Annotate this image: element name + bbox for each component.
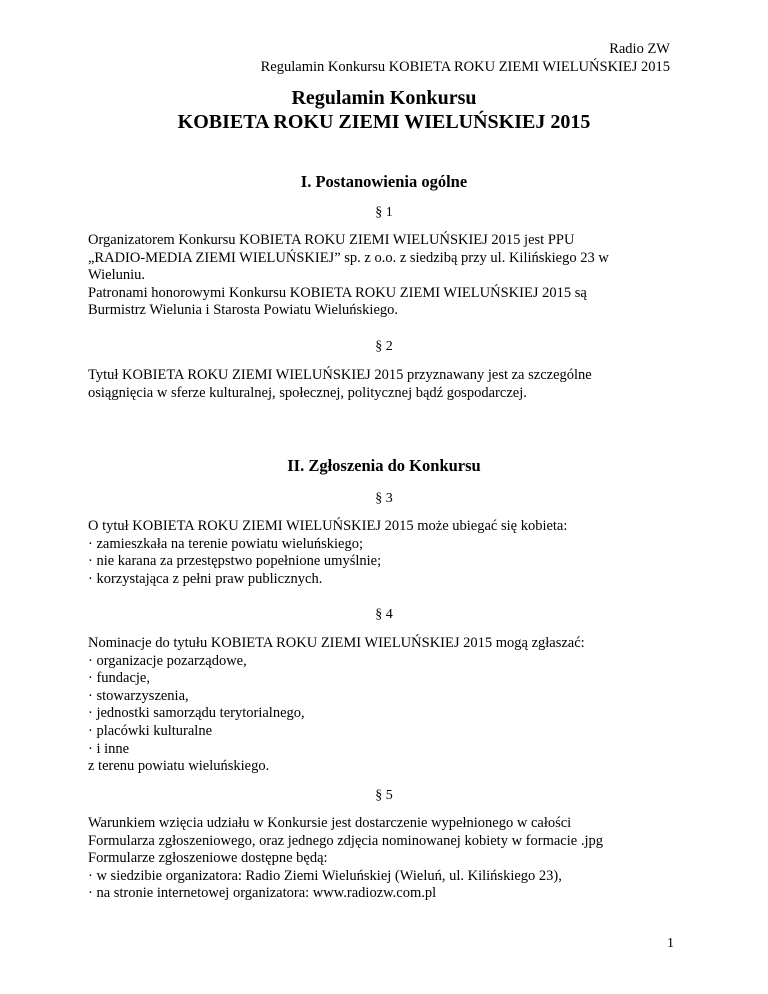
paragraph-1-text: [88, 232, 688, 320]
paragraph-line: Organizatorem Konkursu KOBIETA ROKU ZIEMI WIELUŃSKIEJ 2015 jest PPU: [88, 232, 575, 248]
paragraph-4-text: [88, 635, 688, 776]
running-header: [261, 40, 670, 76]
section-heading-general-provisions: I. Postanowienia ogólne: [300, 172, 468, 191]
paragraph-5-text: [88, 815, 688, 903]
title-line-1: Regulamin Konkursu: [291, 87, 477, 109]
list-item: · zamieszkała na terenie powiatu wieluńskiego;: [88, 535, 363, 552]
paragraph-line: „RADIO-MEDIA ZIEMI WIELUŃSKIEJ” sp. z o.o. z siedzibą przy ul. Kilińskiego 23 w: [88, 249, 609, 266]
paragraph-line: Nominacje do tytułu KOBIETA ROKU ZIEMI WIELUŃSKIEJ 2015 mogą zgłaszać:: [88, 635, 585, 651]
paragraph-symbol-4: § 4: [375, 607, 393, 622]
list-item: · placówki kulturalne: [88, 722, 213, 739]
paragraph-line: Wieluniu.: [88, 267, 146, 284]
paragraph-line: Tytuł KOBIETA ROKU ZIEMI WIELUŃSKIEJ 2015 przyznawany jest za szczególne: [88, 367, 592, 383]
list-item: · i inne: [88, 740, 130, 757]
list-item: · korzystająca z pełni praw publicznych.: [88, 570, 323, 587]
paragraph-line: Formularze zgłoszeniowe dostępne będą:: [88, 850, 328, 867]
paragraph-line: Patronami honorowymi Konkursu KOBIETA ROKU ZIEMI WIELUŃSKIEJ 2015 są: [88, 284, 587, 301]
list-item: · jednostki samorządu terytorialnego,: [88, 705, 305, 722]
title-line-2: KOBIETA ROKU ZIEMI WIELUŃSKIEJ 2015: [177, 111, 591, 133]
paragraph-line: osiągnięcia w sferze kulturalnej, społecznej, politycznej bądź gospodarczej.: [88, 384, 527, 401]
page-number: 1: [667, 936, 674, 951]
paragraph-line: Formularza zgłoszeniowego, oraz jednego zdjęcia nominowanej kobiety w formacie .jpg: [88, 832, 603, 849]
paragraph-line: z terenu powiatu wieluńskiego.: [88, 758, 270, 775]
paragraph-symbol-3: § 3: [375, 491, 393, 506]
paragraph-symbol-5: § 5: [375, 788, 393, 803]
list-item: · fundacje,: [88, 670, 150, 687]
paragraph-line: Warunkiem wzięcia udziału w Konkursie jest dostarczenie wypełnionego w całości: [88, 815, 572, 831]
paragraph-2-text: [88, 367, 688, 402]
list-item: · organizacje pozarządowe,: [88, 652, 247, 669]
section-heading-submissions: II. Zgłoszenia do Konkursu: [287, 456, 481, 475]
paragraph-line: Burmistrz Wielunia i Starosta Powiatu Wieluńskiego.: [88, 302, 399, 319]
list-item: · stowarzyszenia,: [88, 687, 189, 704]
list-item: · nie karana za przestępstwo popełnione umyślnie;: [88, 553, 382, 570]
paragraph-3-text: [88, 518, 688, 588]
paragraph-line: O tytuł KOBIETA ROKU ZIEMI WIELUŃSKIEJ 2015 może ubiegać się kobieta:: [88, 518, 568, 534]
document-title: [0, 86, 768, 134]
paragraph-symbol-2: § 2: [375, 339, 393, 354]
paragraph-symbol-1: § 1: [375, 205, 393, 220]
list-item: · na stronie internetowej organizatora: www.radiozw.com.pl: [88, 885, 437, 902]
header-document-title: Regulamin Konkursu KOBIETA ROKU ZIEMI WIELUŃSKIEJ 2015: [260, 59, 670, 75]
list-item: · w siedzibie organizatora: Radio Ziemi Wieluńskiej (Wieluń, ul. Kilińskiego 23),: [88, 867, 562, 884]
header-station-name: Radio ZW: [609, 41, 670, 57]
